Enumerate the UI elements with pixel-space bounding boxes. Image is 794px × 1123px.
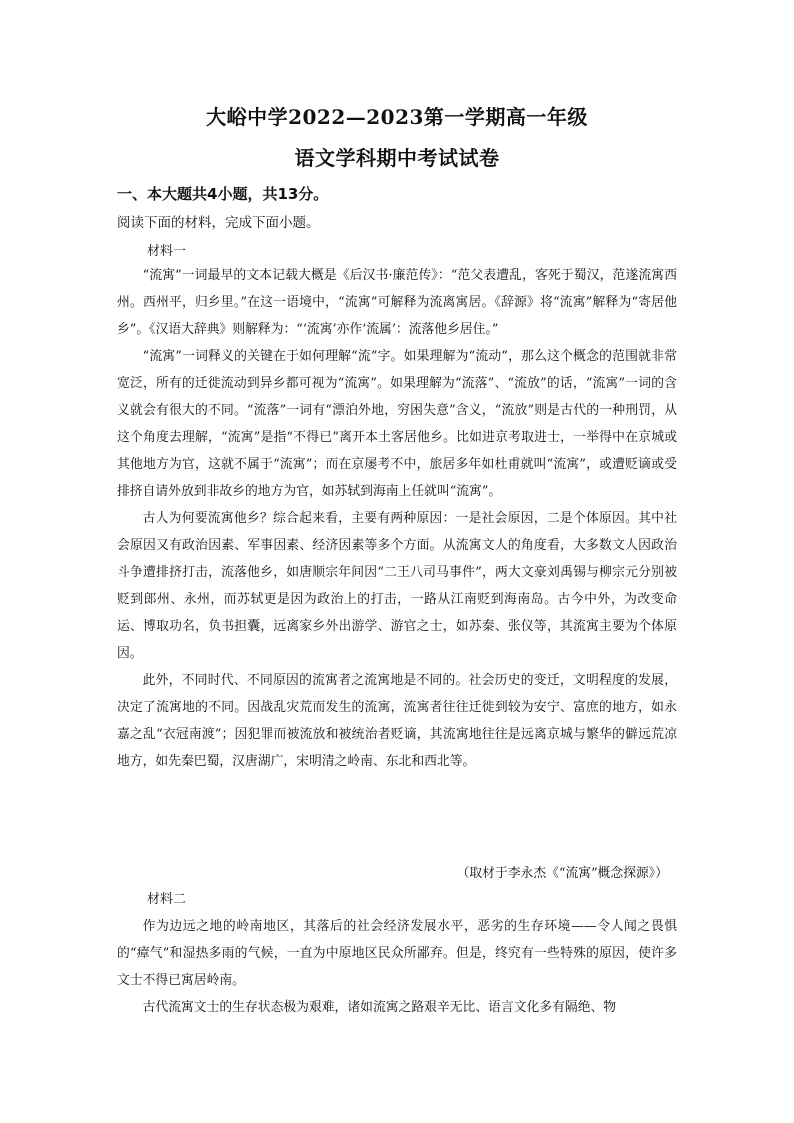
material-1-paragraph: 此外，不同时代、不同原因的流寓者之流寓地是不同的。社会历史的变迁，文明程度的发展，决定了流寓地的不同。因战乱灾荒而发生的流寓，流寓者往往迁徙到较为安宁、富庶的地方，如永嘉之乱“衣冠南渡”；因犯罪而被流放和被统治者贬谪，其流寓地往往是远离京城与繁华的僻远荒凉地方，如先秦巴蜀，汉唐湖广，宋明清之岭南、东北和西北等。 bbox=[117, 673, 677, 769]
material-1-paragraph: “流寓”一词释义的关键在于如何理解“流”字。如果理解为“流动”，那么这个概念的范围就非常宽泛，所有的迁徙流动到异乡都可视为“流寓”。如果理解为“流落”、“流放”的话，“流寓”一词的含义就会有很大的不同。“流落”一词有“漂泊外地，穷困失意”含义，“流放”则是古代的一种刑罚，从这个角度去理解，“流寓”是指“不得已”离开本土客居他乡。比如进京考取进士，一举得中在京城或其他地方为官，这就不属于“流寓”；而在京屡考不中，旅居多年如杜甫就叫“流寓”，或遭贬谪或受排挤自请外放到非故乡的地方为官，如苏轼到海南上任就叫“流寓”。 bbox=[117, 349, 677, 499]
material-2-paragraph: 作为边远之地的岭南地区，其落后的社会经济发展水平，恶劣的生存环境——令人闻之畏惧的“瘴气”和湿热多雨的气候，一直为中原地区民众所鄙弃。但是，终究有一些特殊的原因，使许多文士不得已寓居岭南。 bbox=[117, 919, 677, 988]
material-2-paragraph: 古代流寓文士的生存状态极为艰难，诸如流寓之路艰辛无比、语言文化多有隔绝、物 bbox=[142, 1000, 617, 1015]
section-heading: 一、本大题共4小题，共13分。 bbox=[117, 185, 329, 203]
material-2-text bbox=[117, 913, 677, 1021]
material-1-text bbox=[117, 262, 677, 775]
material-1-label: 材料一 bbox=[147, 244, 187, 259]
reading-instruction: 阅读下面的材料，完成下面小题。 bbox=[117, 215, 320, 231]
material-1-paragraph: “流寓”一词最早的文本记载大概是《后汉书·廉范传》：“范父表遭乱，客死于蜀汉，范遂流寓西州。西州平，归乡里。”在这一语境中，“流寓”可解释为流离寓居。《辞源》将“流寓”解释为“寄居他乡”。《汉语大辞典》则解释为：“‘流寓’亦作‘流属’：流落他乡居住。” bbox=[117, 268, 677, 337]
material-1-source: （取材于李永杰《“流寓”概念探源》） bbox=[456, 866, 668, 881]
material-1-paragraph: 古人为何要流寓他乡？综合起来看，主要有两种原因：一是社会原因，二是个体原因。其中社会原因又有政治因素、军事因素、经济因素等多个方面。从流寓文人的角度看，大多数文人因政治斗争遭排挤打击，流落他乡，如唐顺宗年间因“二王八司马事件”，两大文豪刘禹锡与柳宗元分别被贬到郎州、永州，而苏轼更是因为政治上的打击，一路从江南贬到海南岛。古今中外，为改变命运、博取功名，负书担囊，远离家乡外出游学、游官之士，如苏秦、张仪等，其流寓主要为个体原因。 bbox=[117, 511, 677, 661]
exam-subtitle: 语文学科期中考试试卷 bbox=[294, 146, 500, 170]
exam-title: 大峪中学2022—2023第一学期高一年级 bbox=[206, 105, 588, 129]
material-2-label: 材料二 bbox=[147, 892, 187, 907]
